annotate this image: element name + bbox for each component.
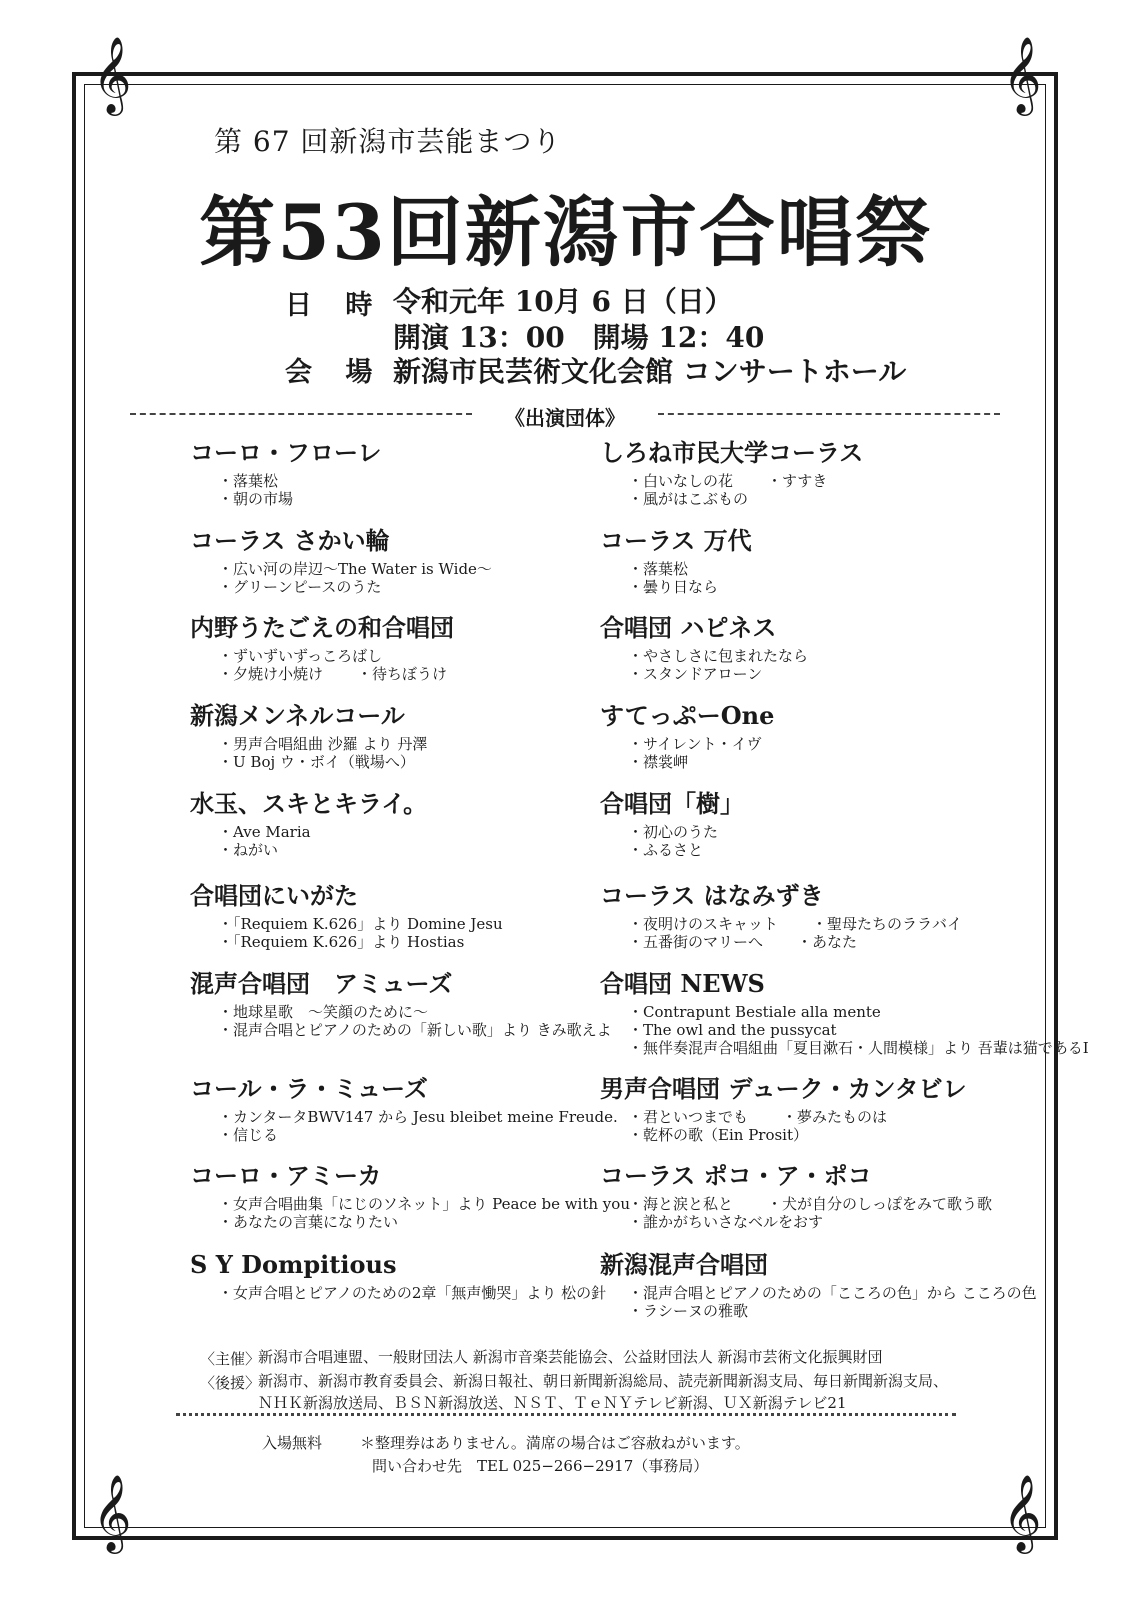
song-list [628, 560, 752, 596]
song-list [628, 1108, 967, 1144]
performer-group [190, 438, 382, 508]
performer-group [190, 1161, 630, 1231]
song-title: ・ 初心のうた [628, 823, 718, 841]
song-title: ・ 聖母たちのララバイ [812, 915, 962, 933]
song-list [218, 915, 503, 951]
admission-text: 入場無料 [262, 1434, 323, 1452]
performers-heading [130, 402, 1000, 430]
performer-group [600, 1250, 1037, 1320]
date-label: 日 時 [285, 290, 385, 321]
performer-group [190, 613, 454, 683]
song-title: ・ 夜明けのスキャット [628, 915, 778, 933]
date-value: 令和元年 10月 6 日（日） [393, 285, 733, 318]
song-line [218, 1195, 630, 1213]
support-text-line2: ＮＨＫ新潟放送局、ＢＳＮ新潟放送、ＮＳＴ、ＴｅＮＹテレビ新潟、ＵＸ新潟テレビ21 [258, 1394, 847, 1412]
group-name: 男声合唱団 デューク・カンタビレ [600, 1074, 967, 1103]
song-line [218, 753, 427, 771]
group-name: 合唱団にいがた [190, 881, 358, 910]
song-line [218, 933, 503, 951]
song-line [218, 1126, 618, 1144]
song-title: ・ 無伴奏混声合唱組曲「夏目漱石・人間模様」より 吾輩は猫であるⅠ [628, 1039, 1089, 1057]
song-title: ・ 夢みたものは [782, 1108, 887, 1126]
heading-rule-right [658, 413, 1000, 415]
song-line [628, 472, 863, 490]
song-line [628, 1039, 1089, 1057]
song-list [218, 823, 427, 859]
group-name: コーラス 万代 [600, 526, 752, 555]
song-title: ・ 夕焼け小焼け [218, 665, 323, 683]
song-title: ・ 曇り日なら [628, 578, 718, 596]
contact-info: 問い合わせ先 TEL 025−266−2917（事務局） [372, 1457, 709, 1475]
song-title: ・ やさしさに包まれたなら [628, 647, 808, 665]
song-line [218, 1284, 606, 1302]
song-line [218, 665, 454, 683]
song-list [628, 915, 962, 951]
song-line [628, 1003, 1089, 1021]
song-list [628, 735, 774, 771]
song-line [628, 753, 774, 771]
host-text: 新潟市合唱連盟、一般財団法人 新潟市音楽芸能協会、公益財団法人 新潟市芸術文化振興財団 [258, 1348, 883, 1366]
group-name: すてっぷーOne [600, 701, 775, 730]
treble-clef-icon: 𝄞 [1002, 36, 1042, 113]
treble-clef-icon: 𝄞 [1002, 1474, 1042, 1551]
group-name: コーロ・フローレ [190, 438, 382, 467]
host-label: 〈主催〉 [200, 1350, 261, 1368]
song-title: ・ 白いなしの花 [628, 472, 733, 490]
song-line [218, 735, 427, 753]
song-list [628, 823, 744, 859]
song-line [218, 472, 382, 490]
song-line [218, 1108, 618, 1126]
song-title: ・ 「Requiem K.626」より Domine Jesu [218, 915, 503, 933]
time-value: 開演 13：00 開場 12：40 [393, 321, 765, 354]
song-list [218, 560, 492, 596]
song-list [628, 472, 863, 508]
song-line [218, 915, 503, 933]
performer-group [600, 613, 808, 683]
song-list [628, 1195, 992, 1231]
song-title: ・ 犬が自分のしっぽをみて歌う歌 [767, 1195, 992, 1213]
song-line [628, 1195, 992, 1213]
performer-group [190, 1074, 618, 1144]
performer-group [190, 881, 503, 951]
song-title: ・ 女声合唱とピアノのための2章「無声慟哭」より 松の針 [218, 1284, 606, 1302]
group-name: 合唱団 NEWS [600, 969, 765, 998]
song-title: ・ 女声合唱曲集「にじのソネット」より Peace be with you [218, 1195, 630, 1213]
song-list [218, 1108, 618, 1144]
song-title: ・ ずいずいずっころばし [218, 647, 382, 665]
treble-clef-icon: 𝄞 [92, 1474, 132, 1551]
song-list [218, 735, 427, 771]
performer-group [600, 789, 744, 859]
performer-group [600, 969, 1089, 1057]
performer-group [600, 701, 774, 771]
song-title: ・ 「Requiem K.626」より Hostias [218, 933, 464, 951]
song-line [218, 490, 382, 508]
group-name: コーラス はなみずき [600, 881, 824, 910]
song-line [628, 665, 808, 683]
song-line [628, 1108, 967, 1126]
footer-divider [176, 1413, 956, 1416]
song-title: ・ サイレント・イヴ [628, 735, 762, 753]
group-name: コーラス さかい輪 [190, 526, 390, 555]
performer-group [600, 1074, 967, 1144]
song-list [628, 647, 808, 683]
group-name: 混声合唱団 アミューズ [190, 969, 453, 998]
song-line [218, 578, 492, 596]
song-title: ・ 男声合唱組曲 沙羅 より 丹澤 [218, 735, 427, 753]
song-title: ・ 待ちぼうけ [357, 665, 447, 683]
song-title: ・ 混声合唱とピアノのための「こころの色」から こころの色 [628, 1284, 1037, 1302]
song-line [628, 933, 962, 951]
group-name: 新潟混声合唱団 [600, 1250, 768, 1279]
song-line [218, 1003, 612, 1021]
song-title: ・ ふるさと [628, 841, 703, 859]
treble-clef-icon: 𝄞 [92, 36, 132, 113]
song-list [218, 472, 382, 508]
song-line [628, 647, 808, 665]
festival-subtitle: 第 67 回新潟市芸能まつり [214, 125, 562, 158]
song-line [628, 1284, 1037, 1302]
performer-group [600, 438, 863, 508]
performer-group [190, 701, 427, 771]
song-line [628, 735, 774, 753]
performer-group [600, 1161, 992, 1231]
ticket-note: ＊整理券はありません。満席の場合はご容赦ねがいます。 [360, 1434, 750, 1452]
venue-label: 会 場 [285, 357, 385, 388]
group-name: 新潟メンネルコール [190, 701, 405, 730]
group-name: 水玉、スキとキライ。 [190, 789, 428, 818]
song-list [628, 1284, 1037, 1320]
song-line [628, 490, 863, 508]
group-name: コーラス ポコ・ア・ポコ [600, 1161, 872, 1190]
song-line [628, 1213, 992, 1231]
song-title: ・ ねがい [218, 841, 278, 859]
performer-group [190, 789, 427, 859]
group-name: しろね市民大学コーラス [600, 438, 864, 467]
group-name: コーロ・アミーカ [190, 1161, 382, 1190]
song-title: ・ 乾杯の歌（Ein Prosit） [628, 1126, 808, 1144]
song-list [218, 647, 454, 683]
song-title: ・ 五番街のマリーへ [628, 933, 763, 951]
song-title: ・ ラシーヌの雅歌 [628, 1302, 748, 1320]
performer-group [600, 881, 962, 951]
song-line [218, 1021, 612, 1039]
song-title: ・ 誰かがちいさなベルをおす [628, 1213, 823, 1231]
song-title: ・ 風がはこぶもの [628, 490, 748, 508]
song-line [628, 841, 744, 859]
song-list [628, 1003, 1089, 1057]
song-line [628, 1021, 1089, 1039]
support-label: 〈後援〉 [200, 1374, 261, 1392]
song-line [218, 841, 427, 859]
song-title: ・ The owl and the pussycat [628, 1021, 837, 1039]
song-title: ・ U Boj ウ・ボイ（戦場へ） [218, 753, 415, 771]
performer-group [190, 1250, 606, 1302]
song-title: ・ スタンドアローン [628, 665, 762, 683]
song-title: ・ 広い河の岸辺〜The Water is Wide〜 [218, 560, 492, 578]
song-line [218, 1213, 630, 1231]
song-line [628, 1126, 967, 1144]
venue-value: 新潟市民芸術文化会館 コンサートホール [393, 355, 907, 388]
performer-group [190, 526, 492, 596]
song-title: ・ カンタータBWV147 から Jesu bleibet meine Freude. [218, 1108, 618, 1126]
song-title: ・ 君といつまでも [628, 1108, 748, 1126]
song-title: ・ Contrapunt Bestiale alla mente [628, 1003, 881, 1021]
group-name: 内野うたごえの和合唱団 [190, 613, 454, 642]
song-line [218, 560, 492, 578]
song-line [628, 915, 962, 933]
song-title: ・ 襟裳岬 [628, 753, 688, 771]
song-title: ・ 海と涙と私と [628, 1195, 733, 1213]
song-title: ・ あなた [797, 933, 857, 951]
group-name: コール・ラ・ミューズ [190, 1074, 428, 1103]
song-list [218, 1195, 630, 1231]
song-title: ・ Ave Maria [218, 823, 311, 841]
group-name: 合唱団 ハピネス [600, 613, 777, 642]
performer-group [190, 969, 612, 1039]
song-line [218, 823, 427, 841]
song-title: ・ 地球星歌 〜笑顔のために〜 [218, 1003, 428, 1021]
song-title: ・ 落葉松 [628, 560, 688, 578]
group-name: 合唱団「樹」 [600, 789, 744, 818]
song-list [218, 1003, 612, 1039]
song-title: ・ 信じる [218, 1126, 278, 1144]
song-title: ・ 朝の市場 [218, 490, 293, 508]
song-line [628, 578, 752, 596]
song-line [628, 560, 752, 578]
performer-group [600, 526, 752, 596]
song-line [218, 647, 454, 665]
song-list [218, 1284, 606, 1302]
group-name: S Y Dompitious [190, 1250, 397, 1279]
song-title: ・ 落葉松 [218, 472, 278, 490]
song-line [628, 823, 744, 841]
song-title: ・ すすき [767, 472, 827, 490]
page-title: 第53回新潟市合唱祭 [199, 188, 933, 277]
song-title: ・ あなたの言葉になりたい [218, 1213, 398, 1231]
song-title: ・ グリーンピースのうた [218, 578, 381, 596]
song-line [628, 1302, 1037, 1320]
support-text-line1: 新潟市、新潟市教育委員会、新潟日報社、朝日新聞新潟総局、読売新聞新潟支局、毎日新聞新潟支局、 [258, 1372, 949, 1390]
song-title: ・ 混声合唱とピアノのための「新しい歌」より きみ歌えよ [218, 1021, 612, 1039]
performers-heading-label: 《出演団体》 [505, 406, 625, 430]
